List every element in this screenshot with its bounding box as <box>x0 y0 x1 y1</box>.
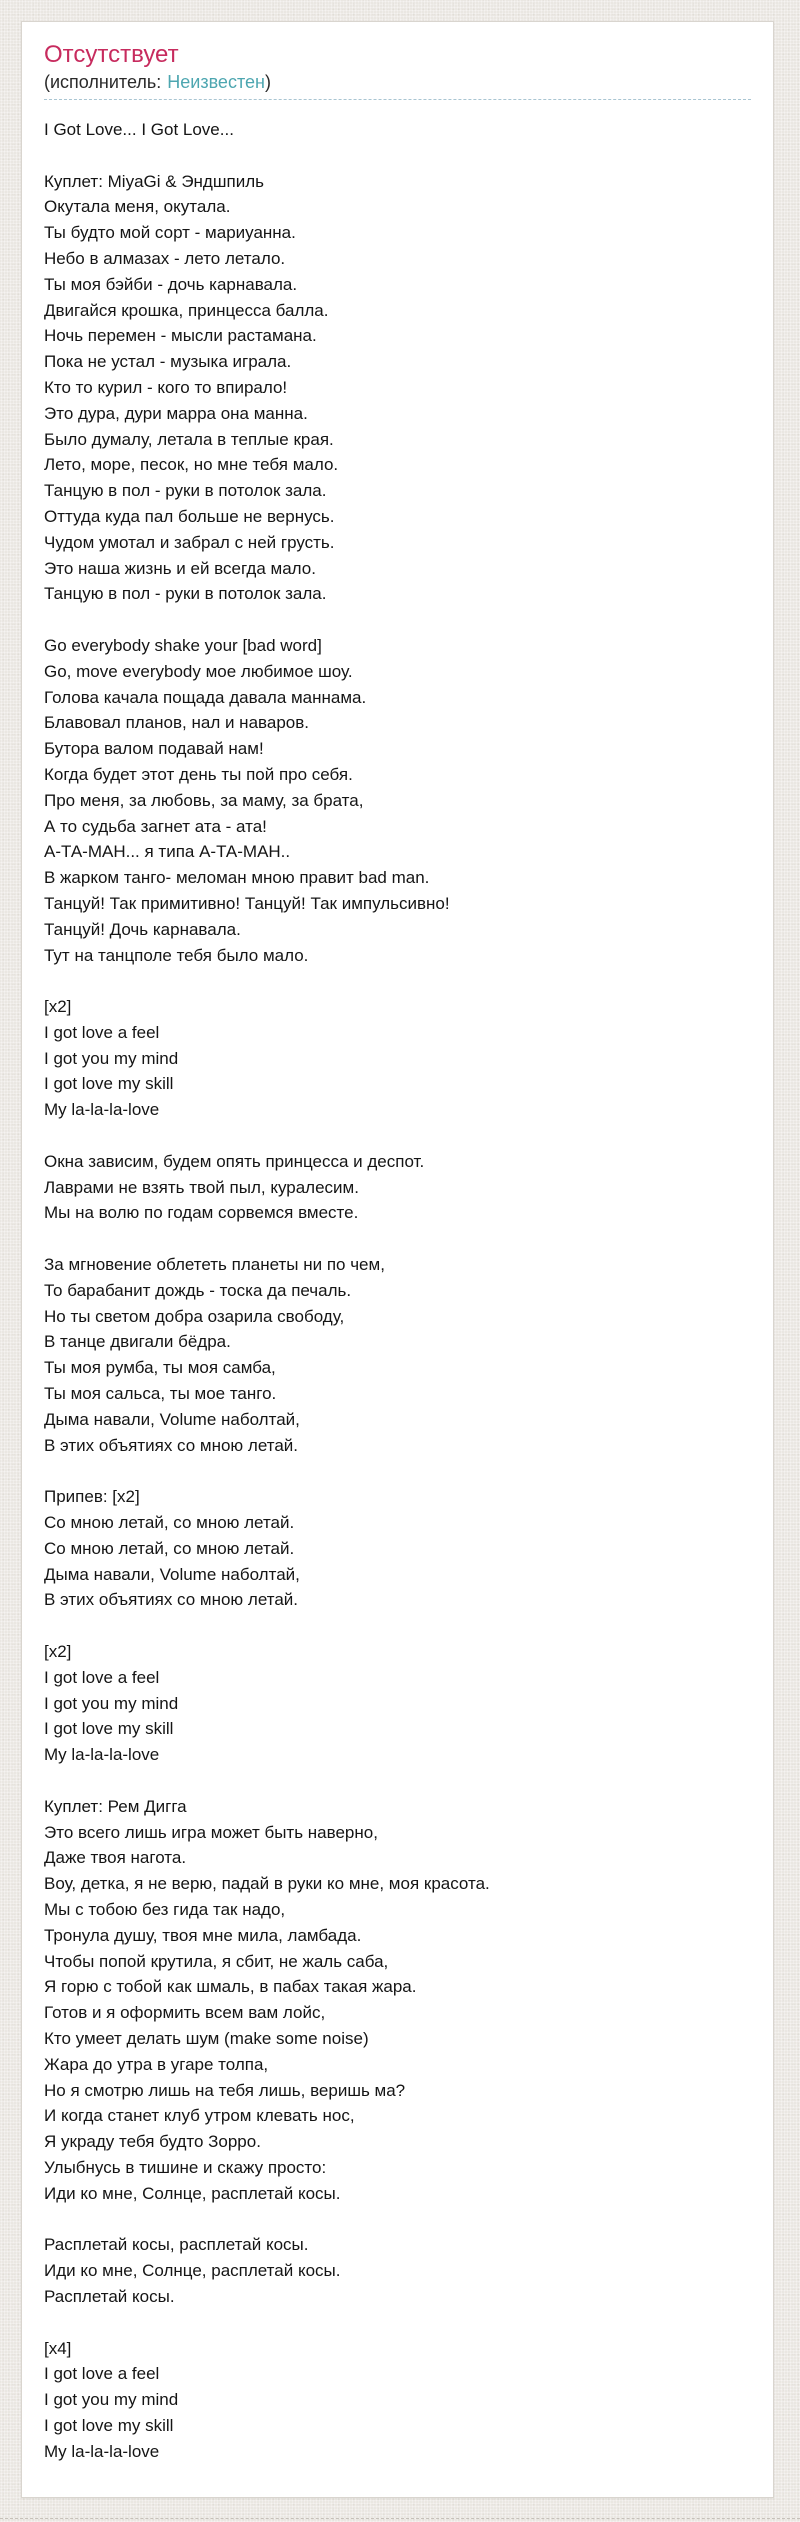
lyrics-line: А то судьба загнет ата - ата! <box>44 816 267 836</box>
lyrics-line: Ты моя бэйби - дочь карнавала. <box>44 274 298 294</box>
lyrics-stanza <box>44 1252 751 1458</box>
lyrics-line: Бутора валом подавай нам! <box>44 739 264 759</box>
lyrics-line: I got love my skill <box>44 1074 174 1094</box>
lyrics-text <box>44 117 751 2465</box>
lyrics-line: My la-la-la-love <box>44 1100 160 1120</box>
lyrics-line: Про меня, за любовь, за маму, за брата, <box>44 790 364 810</box>
lyrics-line: Расплетай косы, расплетай косы. <box>44 2235 309 2255</box>
lyrics-line: Улыбнусь в тишине и скажу просто: <box>44 2157 327 2177</box>
lyrics-line: I got love my skill <box>44 1719 174 1739</box>
lyrics-line: Голова качала пощада давала маннама. <box>44 687 367 707</box>
lyrics-line: My la-la-la-love <box>44 1745 160 1765</box>
lyrics-line: А-ТА-МАН... я типа А-ТА-МАН.. <box>44 842 291 862</box>
lyrics-line: Лето, море, песок, но мне тебя мало. <box>44 455 339 475</box>
lyrics-line: Ты моя сальса, ты мое танго. <box>44 1384 277 1404</box>
lyrics-line: Но ты светом добра озарила свободу, <box>44 1306 345 1326</box>
lyrics-line: Кто умеет делать шум (make some noise) <box>44 2028 369 2048</box>
lyrics-stanza <box>44 117 751 143</box>
lyrics-line: Куплет: Рем Дигга <box>44 1796 187 1816</box>
lyrics-line: Танцуй! Дочь карнавала. <box>44 919 241 939</box>
lyrics-line: Расплетай косы. <box>44 2286 175 2306</box>
lyrics-line: Это наша жизнь и ей всегда мало. <box>44 558 316 578</box>
artist-label: (исполнитель: <box>44 72 162 92</box>
lyrics-line: Окутала меня, окутала. <box>44 197 231 217</box>
lyrics-stanza <box>44 1484 751 1613</box>
lyrics-line: Кто то курил - кого то впирало! <box>44 377 288 397</box>
lyrics-line: То барабанит дождь - тоска да печаль. <box>44 1280 352 1300</box>
lyrics-line: Куплет: MiyaGi & Эндшпиль <box>44 171 264 191</box>
lyrics-line: Воу, детка, я не верю, падай в руки ко мне, моя красота. <box>44 1874 490 1894</box>
bottom-divider <box>0 2518 800 2519</box>
lyrics-line: [x2] <box>44 997 72 1017</box>
lyrics-line: Go, move everybody мое любимое шоу. <box>44 661 353 681</box>
lyrics-line: Тронула душу, твоя мне мила, ламбада. <box>44 1925 362 1945</box>
lyrics-line: Go everybody shake your [bad word] <box>44 635 322 655</box>
lyrics-line: Пока не устал - музыка играла. <box>44 352 292 372</box>
lyrics-stanza <box>44 2232 751 2309</box>
lyrics-line: Ты будто мой сорт - мариуанна. <box>44 223 296 243</box>
lyrics-line: Чтобы попой крутила, я сбит, не жаль саба, <box>44 1951 389 1971</box>
lyrics-line: Оттуда куда пал больше не вернусь. <box>44 506 335 526</box>
lyrics-line: Я горю с тобой как шмаль, в пабах такая жара. <box>44 1977 417 1997</box>
lyrics-line: И когда станет клуб утром клевать нос, <box>44 2106 355 2126</box>
lyrics-line: I Got Love... I Got Love... <box>44 120 234 139</box>
lyrics-line: Со мною летай, со мною летай. <box>44 1513 295 1533</box>
lyrics-line: В этих объятиях со мною летай. <box>44 1435 298 1455</box>
lyrics-line: I got love a feel <box>44 1022 160 1042</box>
lyrics-line: В жарком танго- меломан мною правит bad man. <box>44 868 430 888</box>
lyrics-line: Лаврами не взять твой пыл, куралесим. <box>44 1177 359 1197</box>
lyrics-card <box>21 21 774 2498</box>
lyrics-line: Когда будет этот день ты пой про себя. <box>44 764 353 784</box>
lyrics-line: Тут на танцполе тебя было мало. <box>44 945 309 965</box>
lyrics-line: Мы с тобою без гида так надо, <box>44 1899 286 1919</box>
lyrics-line: Это дура, дури марра она манна. <box>44 403 308 423</box>
lyrics-line: Дыма навали, Volume наболтай, <box>44 1409 300 1429</box>
lyrics-line: Дыма навали, Volume наболтай, <box>44 1564 300 1584</box>
lyrics-line: Готов и я оформить всем вам лойс, <box>44 2003 326 2023</box>
lyrics-line: Даже твоя нагота. <box>44 1848 187 1868</box>
lyrics-stanza <box>44 169 751 608</box>
lyrics-line: Мы на волю по годам сорвемся вместе. <box>44 1203 359 1223</box>
lyrics-line: I got you my mind <box>44 1693 179 1713</box>
lyrics-line: Чудом умотал и забрал с ней грусть. <box>44 532 335 552</box>
lyrics-line: Ночь перемен - мысли растамана. <box>44 326 317 346</box>
lyrics-line: Я украду тебя будто Зорро. <box>44 2132 261 2152</box>
lyrics-line: I got you my mind <box>44 2390 179 2410</box>
lyrics-line: Но я смотрю лишь на тебя лишь, веришь ма? <box>44 2080 406 2100</box>
lyrics-line: Ты моя румба, ты моя самба, <box>44 1358 276 1378</box>
lyrics-line: Со мною летай, со мною летай. <box>44 1538 295 1558</box>
lyrics-line: Танцуй! Так примитивно! Танцуй! Так импульсивно! <box>44 893 450 913</box>
lyrics-line: Припев: [x2] <box>44 1487 140 1507</box>
lyrics-stanza <box>44 633 751 968</box>
lyrics-line: Блавовал планов, нал и наваров. <box>44 713 309 733</box>
lyrics-line: I got love a feel <box>44 1667 160 1687</box>
lyrics-line: Было думалу, летала в теплые края. <box>44 429 334 449</box>
artist-line <box>44 71 751 93</box>
lyrics-line: Иди ко мне, Солнце, расплетай косы. <box>44 2261 341 2281</box>
lyrics-line: I got you my mind <box>44 1048 179 1068</box>
lyrics-line: I got love a feel <box>44 2364 160 2384</box>
lyrics-line: I got love my skill <box>44 2415 174 2435</box>
lyrics-stanza <box>44 1794 751 2207</box>
lyrics-line: За мгновение облететь планеты ни по чем, <box>44 1255 385 1275</box>
lyrics-line: Двигайся крошка, принцесса балла. <box>44 300 329 320</box>
lyrics-line: [x2] <box>44 1642 72 1662</box>
lyrics-line: Иди ко мне, Солнце, расплетай косы. <box>44 2183 341 2203</box>
lyrics-line: My la-la-la-love <box>44 2441 160 2461</box>
song-header <box>44 42 751 100</box>
lyrics-stanza <box>44 1149 751 1226</box>
lyrics-line: Танцую в пол - руки в потолок зала. <box>44 481 327 501</box>
lyrics-stanza <box>44 994 751 1123</box>
lyrics-line: [x4] <box>44 2338 72 2358</box>
lyrics-stanza <box>44 1639 751 1768</box>
page-title: Отсутствует <box>44 41 179 68</box>
artist-close-paren: ) <box>264 72 271 92</box>
lyrics-line: Жара до утра в угаре толпа, <box>44 2054 269 2074</box>
lyrics-line: Небо в алмазах - лето летало. <box>44 248 286 268</box>
lyrics-line: В танце двигали бёдра. <box>44 1332 231 1352</box>
lyrics-line: Окна зависим, будем опять принцесса и деспот. <box>44 1151 425 1171</box>
lyrics-line: Это всего лишь игра может быть наверно, <box>44 1822 378 1842</box>
lyrics-stanza <box>44 2336 751 2465</box>
lyrics-line: Танцую в пол - руки в потолок зала. <box>44 584 327 604</box>
artist-link[interactable]: Неизвестен <box>167 72 265 92</box>
lyrics-line: В этих объятиях со мною летай. <box>44 1590 298 1610</box>
